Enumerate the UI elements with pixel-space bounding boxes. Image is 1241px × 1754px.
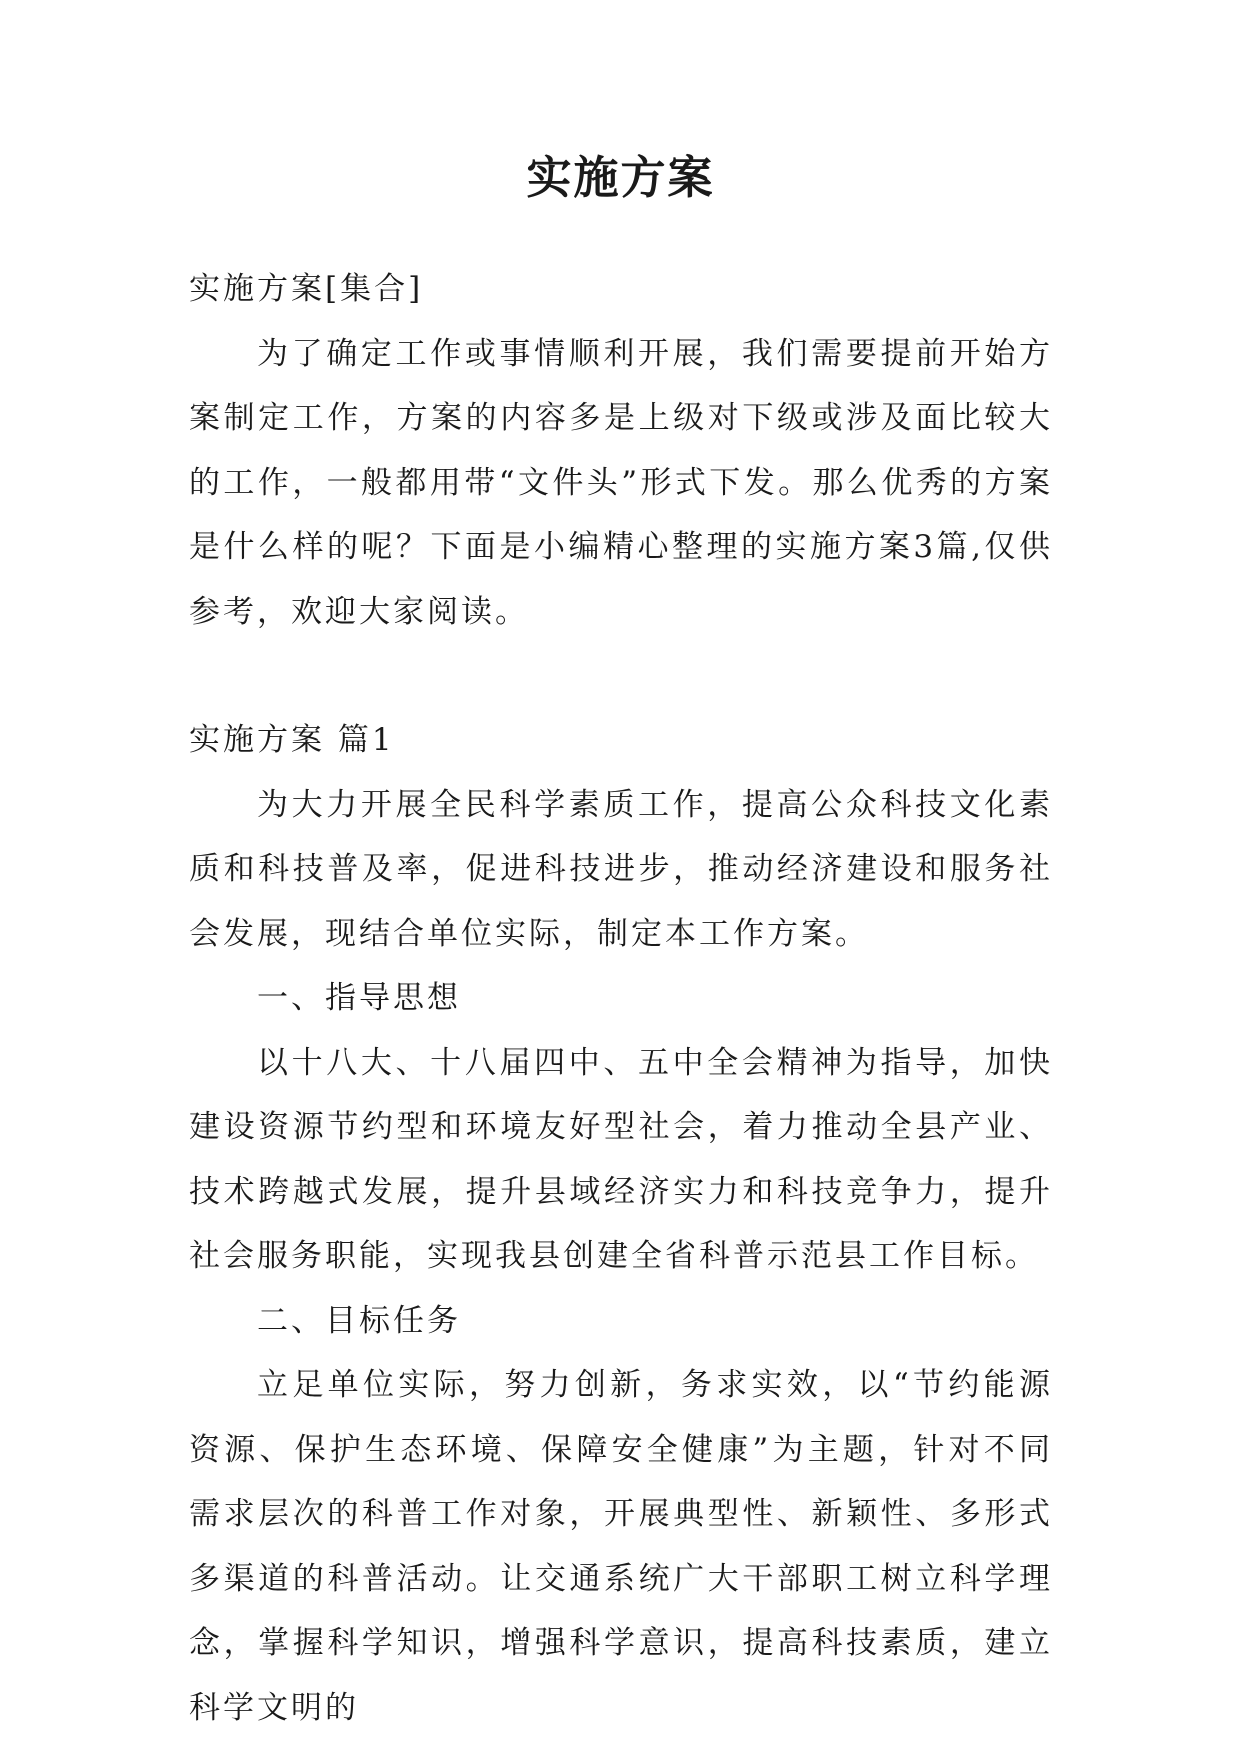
intro-paragraph: 为了确定工作或事情顺利开展，我们需要提前开始方案制定工作，方案的内容多是上级对下级或涉及面比较大的工作，一般都用带“文件头”形式下发。那么优秀的方案是什么样的呢？下面是小编精心整理的实施方案3篇,仅供参考，欢迎大家阅读。 <box>189 335 1053 630</box>
part-heading-guiding-ideology: 一、指导思想 <box>257 980 461 1016</box>
section-intro-paragraph: 为大力开展全民科学素质工作，提高公众科技文化素质和科技普及率，促进科技进步，推动经济建设和服务社会发展，现结合单位实际，制定本工作方案。 <box>189 786 1053 952</box>
section-title: 实施方案 篇1 <box>189 722 395 758</box>
document-body <box>189 257 1053 1740</box>
collection-heading: 实施方案[集合] <box>189 271 424 307</box>
goals-tasks-paragraph: 立足单位实际，努力创新，务求实效，以“节约能源资源、保护生态环境、保障安全健康”为主题，针对不同需求层次的科普工作对象，开展典型性、新颖性、多形式多渠道的科普活动。让交通系统广大干部职工树立科学理念，掌握科学知识，增强科学意识，提高科技素质，建立科学文明的 <box>189 1367 1053 1726</box>
part-heading-goals-tasks: 二、目标任务 <box>257 1302 461 1339</box>
document-title: 实施方案 <box>526 151 715 204</box>
guiding-ideology-paragraph: 以十八大、十八届四中、五中全会精神为指导，加快建设资源节约型和环境友好型社会，着力推动全县产业、技术跨越式发展，提升县域经济实力和科技竞争力，提升社会服务职能，实现我县创建全省科普示范县工作目标。 <box>189 1044 1053 1274</box>
